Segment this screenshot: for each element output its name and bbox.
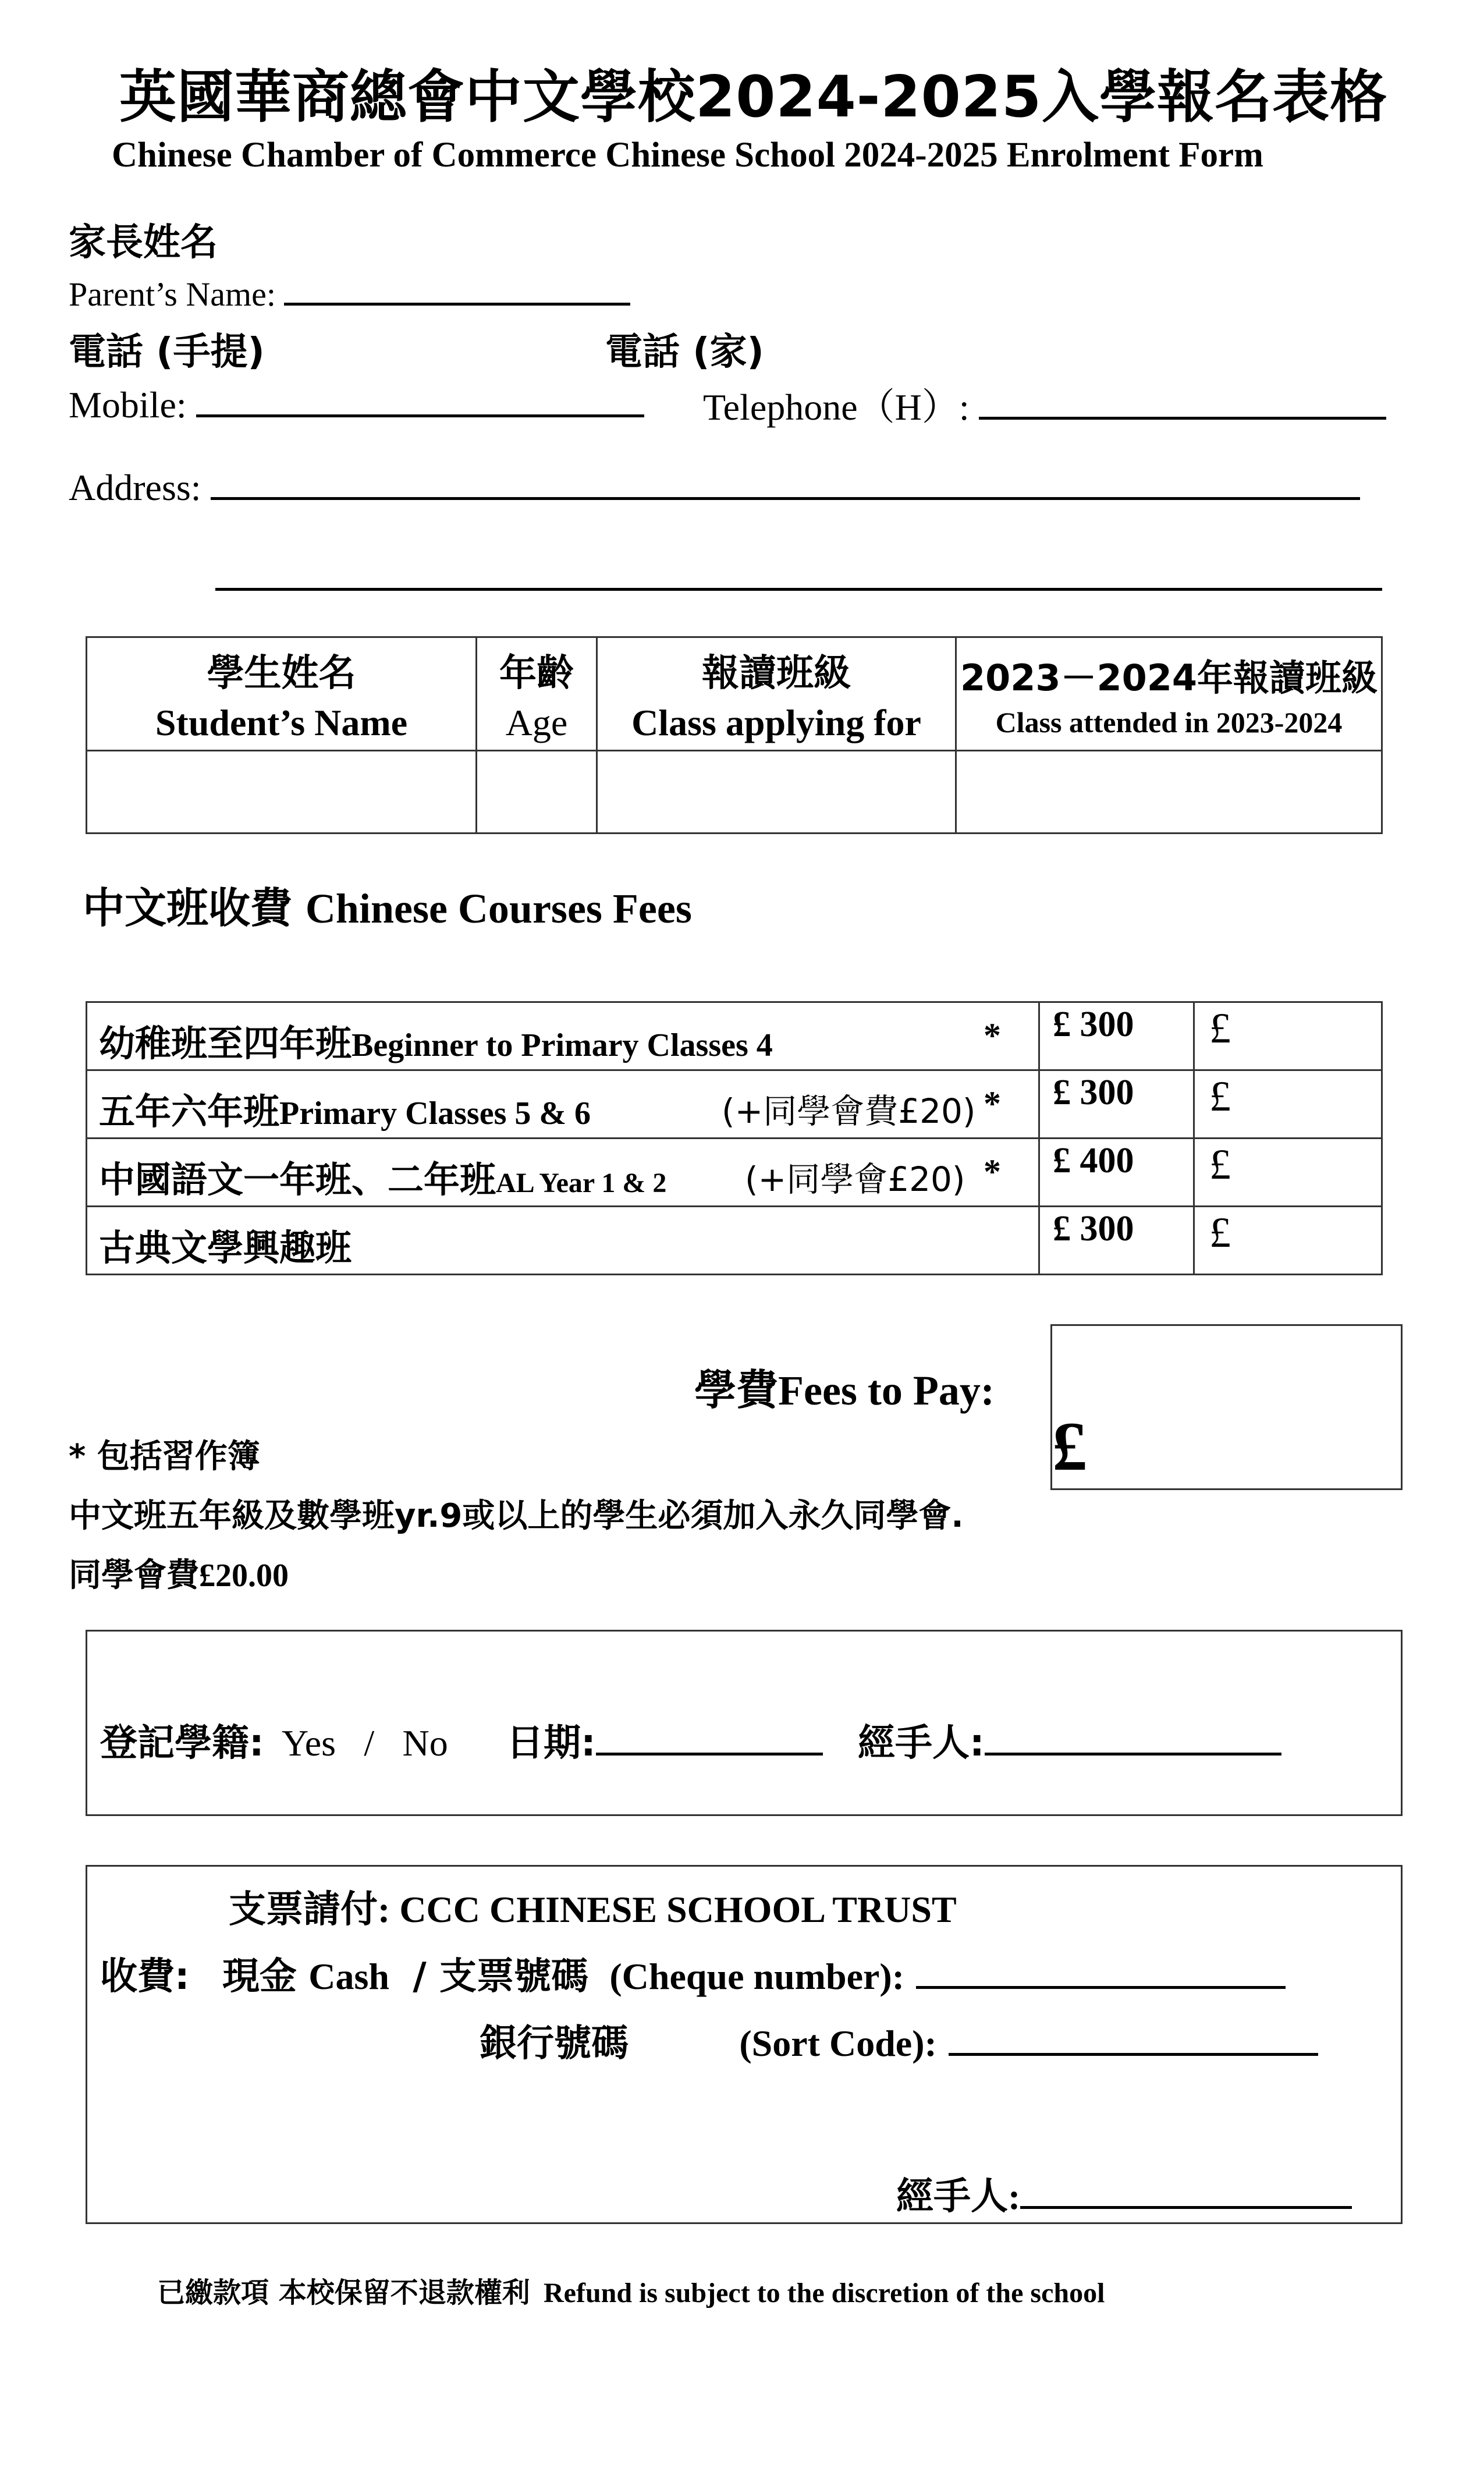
fee-star: *: [984, 1084, 1001, 1123]
registration-handler-label: 經手人:: [858, 1722, 985, 1765]
fee-row: [87, 1070, 1382, 1139]
fee-pound-symbol: £: [1209, 1005, 1231, 1052]
home-phone-line[interactable]: [979, 380, 1386, 420]
parent-name-label-en: Parent’s Name:: [69, 275, 276, 313]
registration-label: 登記學籍:: [100, 1722, 264, 1765]
fee-pound-symbol: £: [1209, 1209, 1231, 1257]
fee-pound-symbol: £: [1209, 1073, 1231, 1120]
age-cell[interactable]: [477, 751, 597, 834]
fee-star: *: [984, 1016, 1001, 1055]
address-line-1[interactable]: [211, 460, 1360, 500]
note-alumni-requirement: 中文班五年級及數學班yr.9或以上的學生必須加入永久同學會.: [69, 1497, 964, 1535]
fee-amount-cell[interactable]: [1194, 1002, 1382, 1070]
fee-course-zh: 古典文學興趣班: [99, 1226, 352, 1269]
fee-note: (+同學會£20): [745, 1159, 965, 1199]
payment-box: 支票請付: CCC CHINESE SCHOOL TRUST 收費: 現金 Cash / 支票號碼 (Cheque number): 銀行號碼 (Sort Code): 經手人:: [86, 1865, 1403, 2224]
fee-row: [87, 1139, 1382, 1207]
student-table: [86, 636, 1383, 834]
fees-to-pay-box[interactable]: [1050, 1324, 1403, 1490]
form-title-chinese: 英國華商總會中文學校2024-2025入學報名表格: [119, 64, 1388, 130]
fee-price: £ 300: [1053, 1073, 1134, 1112]
fees-to-pay-pound: £: [1052, 1407, 1087, 1485]
fee-price: £ 300: [1053, 1005, 1134, 1044]
registration-date-label: 日期:: [506, 1722, 596, 1765]
sort-code-label-en: (Sort Code):: [739, 2023, 937, 2064]
age-header: 年齡 Age: [477, 637, 597, 751]
parent-name-label-zh: 家長姓名: [69, 221, 218, 264]
fee-pound-symbol: £: [1209, 1141, 1231, 1189]
cheque-number-line[interactable]: [916, 1949, 1286, 1989]
cash-option-en[interactable]: Cash: [308, 1956, 389, 1997]
fee-price: £ 300: [1053, 1209, 1134, 1249]
class-attended-header: 2023－2024年報讀班級 Class attended in 2023-2024: [956, 637, 1382, 751]
address-label-en: Address:: [69, 467, 201, 508]
registration-slash: /: [364, 1722, 375, 1764]
registration-box: [86, 1630, 1403, 1816]
payment-handler-line[interactable]: [1020, 2169, 1352, 2209]
address-line-2[interactable]: [215, 588, 1382, 591]
mobile-field[interactable]: [69, 377, 644, 427]
payable-name: : CCC CHINESE SCHOOL TRUST: [378, 1889, 957, 1930]
fee-course-en: AL Year 1 & 2: [496, 1168, 667, 1198]
address-field[interactable]: [69, 460, 1360, 509]
fee-course-en: Beginner to Primary Classes 4: [352, 1027, 773, 1063]
sort-code-line[interactable]: [949, 2016, 1318, 2056]
parent-name-field[interactable]: [69, 269, 630, 314]
registration-date-line[interactable]: [596, 1715, 823, 1756]
note-exercise-books: * 包括習作簿: [69, 1438, 260, 1476]
fees-table: [86, 1001, 1383, 1275]
fee-course-zh: 幼稚班至四年班: [99, 1022, 352, 1065]
fee-amount-cell[interactable]: [1194, 1139, 1382, 1207]
fee-course-zh: 中國語文一年班、二年班: [99, 1158, 496, 1201]
fee-amount-cell[interactable]: [1194, 1070, 1382, 1139]
mobile-label-en: Mobile:: [69, 384, 187, 425]
fee-course-en: Primary Classes 5 & 6: [279, 1095, 591, 1132]
fee-note: (+同學會費£20): [722, 1091, 976, 1131]
sort-code-label-zh: 銀行號碼: [480, 2022, 629, 2065]
home-phone-field[interactable]: [703, 377, 1386, 431]
fee-amount-cell[interactable]: [1194, 1207, 1382, 1275]
fee-row: [87, 1207, 1382, 1275]
cheque-label-zh: / 支票號碼: [413, 1955, 588, 1998]
fees-to-pay-label: 學費Fees to Pay:: [694, 1366, 995, 1414]
payment-handler-label: 經手人: [896, 2175, 1008, 2218]
registration-no-option[interactable]: No: [402, 1722, 448, 1764]
home-phone-label-en: Telephone（H）:: [703, 386, 970, 428]
class-applying-cell[interactable]: [597, 751, 956, 834]
registration-yes-option[interactable]: Yes: [281, 1722, 336, 1764]
fee-course-zh: 五年六年班: [99, 1090, 280, 1133]
fees-heading: 中文班收費 Chinese Courses Fees: [83, 884, 692, 932]
fee-row: [87, 1002, 1382, 1070]
cash-option-zh[interactable]: 現金: [222, 1955, 297, 1998]
class-applying-header: 報讀班級 Class applying for: [597, 637, 956, 751]
form-title-english: Chinese Chamber of Commerce Chinese School 2024-2025 Enrolment Form: [112, 136, 1263, 175]
mobile-label-zh: 電話 (手提): [69, 331, 265, 374]
class-attended-cell[interactable]: [956, 751, 1382, 834]
payable-label: 支票請付: [229, 1888, 378, 1931]
refund-notice: 已繳款項 本校保留不退款權利 Refund is subject to the discretion of the school: [157, 2276, 1105, 2309]
cheque-label-en: (Cheque number):: [609, 1956, 904, 1997]
note-alumni-fee: 同學會費£20.00: [69, 1556, 289, 1594]
home-phone-label-zh: 電話 (家): [605, 331, 764, 374]
student-name-header: 學生姓名 Student’s Name: [87, 637, 477, 751]
fee-price: £ 400: [1053, 1141, 1134, 1180]
student-name-cell[interactable]: [87, 751, 477, 834]
fee-star: *: [984, 1152, 1001, 1191]
registration-handler-line[interactable]: [985, 1715, 1281, 1756]
mobile-line[interactable]: [196, 377, 644, 417]
parent-name-line[interactable]: [284, 269, 630, 306]
receipt-label: 收費:: [100, 1955, 190, 1998]
